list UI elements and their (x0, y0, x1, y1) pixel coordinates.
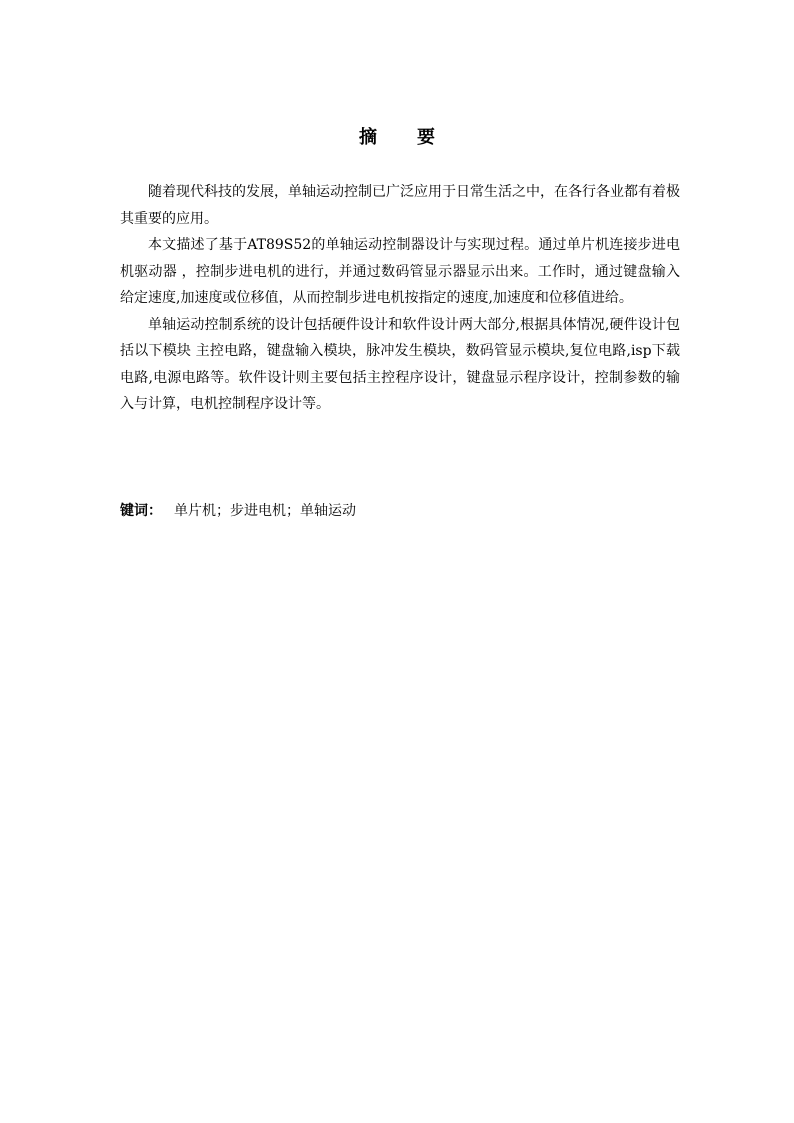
title-char-1: 摘 (359, 127, 377, 148)
abstract-paragraph-1: 随着现代科技的发展，单轴运动控制已广泛应用于日常生活之中，在各行各业都有着极其重要的应用。 (120, 184, 680, 227)
abstract-title (0, 125, 794, 151)
abstract-paragraph-3: 单轴运动控制系统的设计包括硬件设计和软件设计两大部分,根据具体情况,硬件设计包括以下模块 主控电路，键盘输入模块，脉冲发生模块，数码管显示模块,复位电路,isp下载电路,电源电路等。软件设计则主要包括主控程序设计，键盘显示程序设计，控制参数的输入与计算，电机控制程序设计等。 (120, 316, 680, 412)
abstract-body (120, 179, 680, 418)
keywords-value: 单片机；步进电机；单轴运动 (174, 503, 356, 519)
title-char-2: 要 (417, 127, 435, 148)
keywords-label: 键词： (120, 503, 162, 519)
keywords-line (120, 498, 680, 524)
abstract-paragraph-2: 本文描述了基于AT89S52的单轴运动控制器设计与实现过程。通过单片机连接步进电机驱动器 ，控制步进电机的进行，并通过数码管显示器显示出来。工作时，通过键盘输入给定速度,加速度或位移值，从而控制步进电机按指定的速度,加速度和位移值进给。 (120, 237, 680, 306)
